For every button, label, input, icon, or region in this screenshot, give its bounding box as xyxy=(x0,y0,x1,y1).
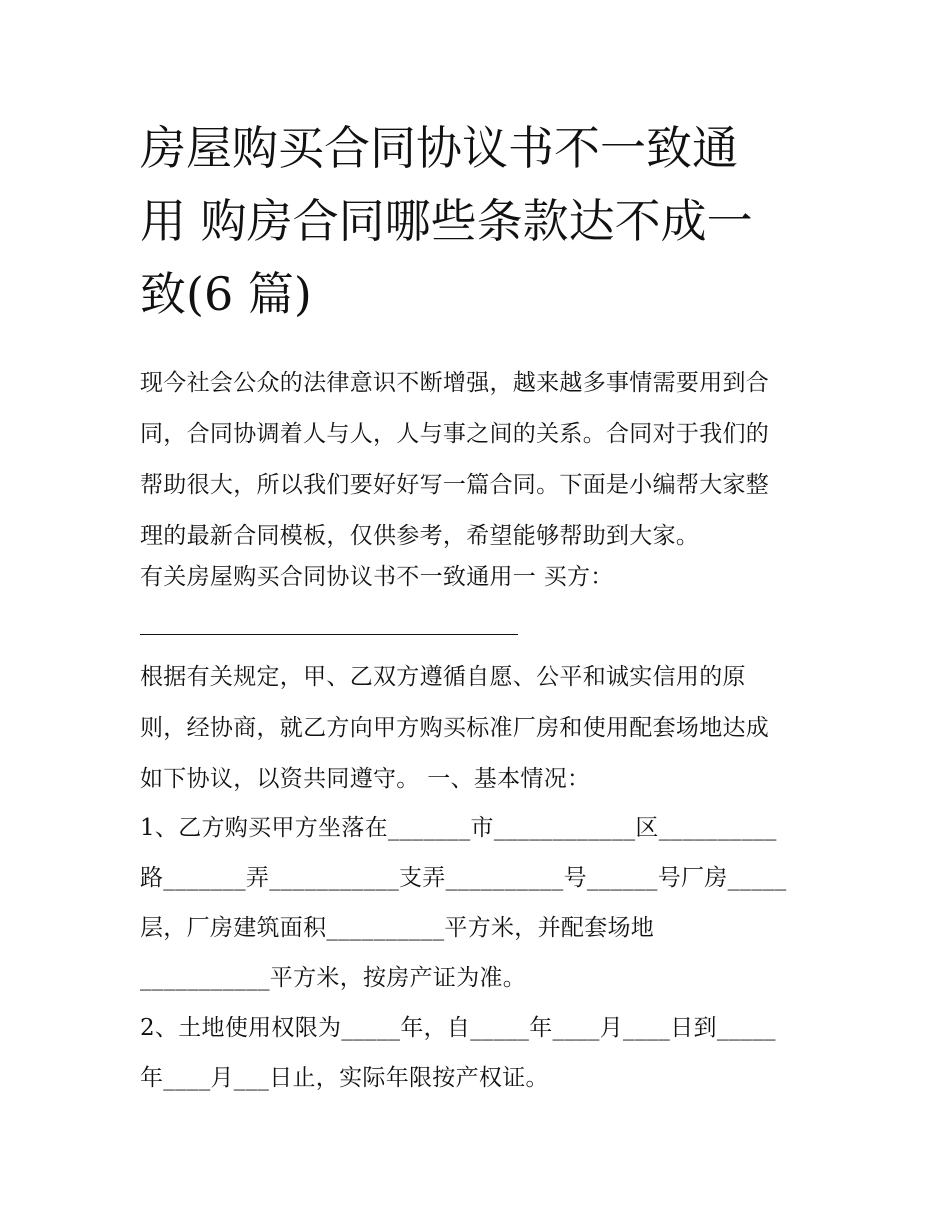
intro-line: 帮助很大，所以我们要好好写一篇合同。下面是小编帮大家整 xyxy=(140,472,770,498)
clause-1-line: 层，厂房建筑面积__________平方米，并配套场地 xyxy=(140,915,655,941)
intro-line: 理的最新合同模板，仅供参考，希望能够帮助到大家。 xyxy=(140,523,700,549)
section-heading xyxy=(140,552,820,603)
clause-2 xyxy=(140,1003,820,1103)
clause-1 xyxy=(140,803,820,1003)
principle-line: 根据有关规定，甲、乙双方遵循自愿、公平和诚实信用的原 xyxy=(140,664,746,690)
title-line: 房屋购买合同协议书不一致通 xyxy=(140,121,738,175)
principle-line: 则，经协商，就乙方向甲方购买标准厂房和使用配套场地达成 xyxy=(140,715,770,741)
principle-line: 如下协议，以资共同遵守。 一、基本情况： xyxy=(140,766,591,792)
buyer-blank-line xyxy=(140,634,518,635)
title-line: 致(6 篇) xyxy=(140,267,312,321)
clause-2-line: 2、土地使用权限为_____年，自_____年____月____日到_____ xyxy=(140,1015,776,1041)
document-title xyxy=(140,112,820,331)
principle-paragraph xyxy=(140,652,820,805)
title-line: 用 购房合同哪些条款达不成一 xyxy=(140,194,753,248)
clause-1-line: ___________平方米，按房产证为准。 xyxy=(140,965,527,991)
clause-2-line: 年____月___日止，实际年限按产权证。 xyxy=(140,1065,549,1091)
intro-line: 现今社会公众的法律意识不断增强，越来越多事情需要用到合 xyxy=(140,370,770,396)
section-heading-text: 有关房屋购买合同协议书不一致通用一 买方： xyxy=(140,564,614,590)
clause-1-line: 路_______弄___________支弄__________号______号厂房_____ xyxy=(140,865,787,891)
intro-paragraph xyxy=(140,358,820,562)
intro-line: 同，合同协调着人与人，人与事之间的关系。合同对于我们的 xyxy=(140,421,770,447)
clause-1-line: 1、乙方购买甲方坐落在_______市____________区__________ xyxy=(140,815,777,841)
